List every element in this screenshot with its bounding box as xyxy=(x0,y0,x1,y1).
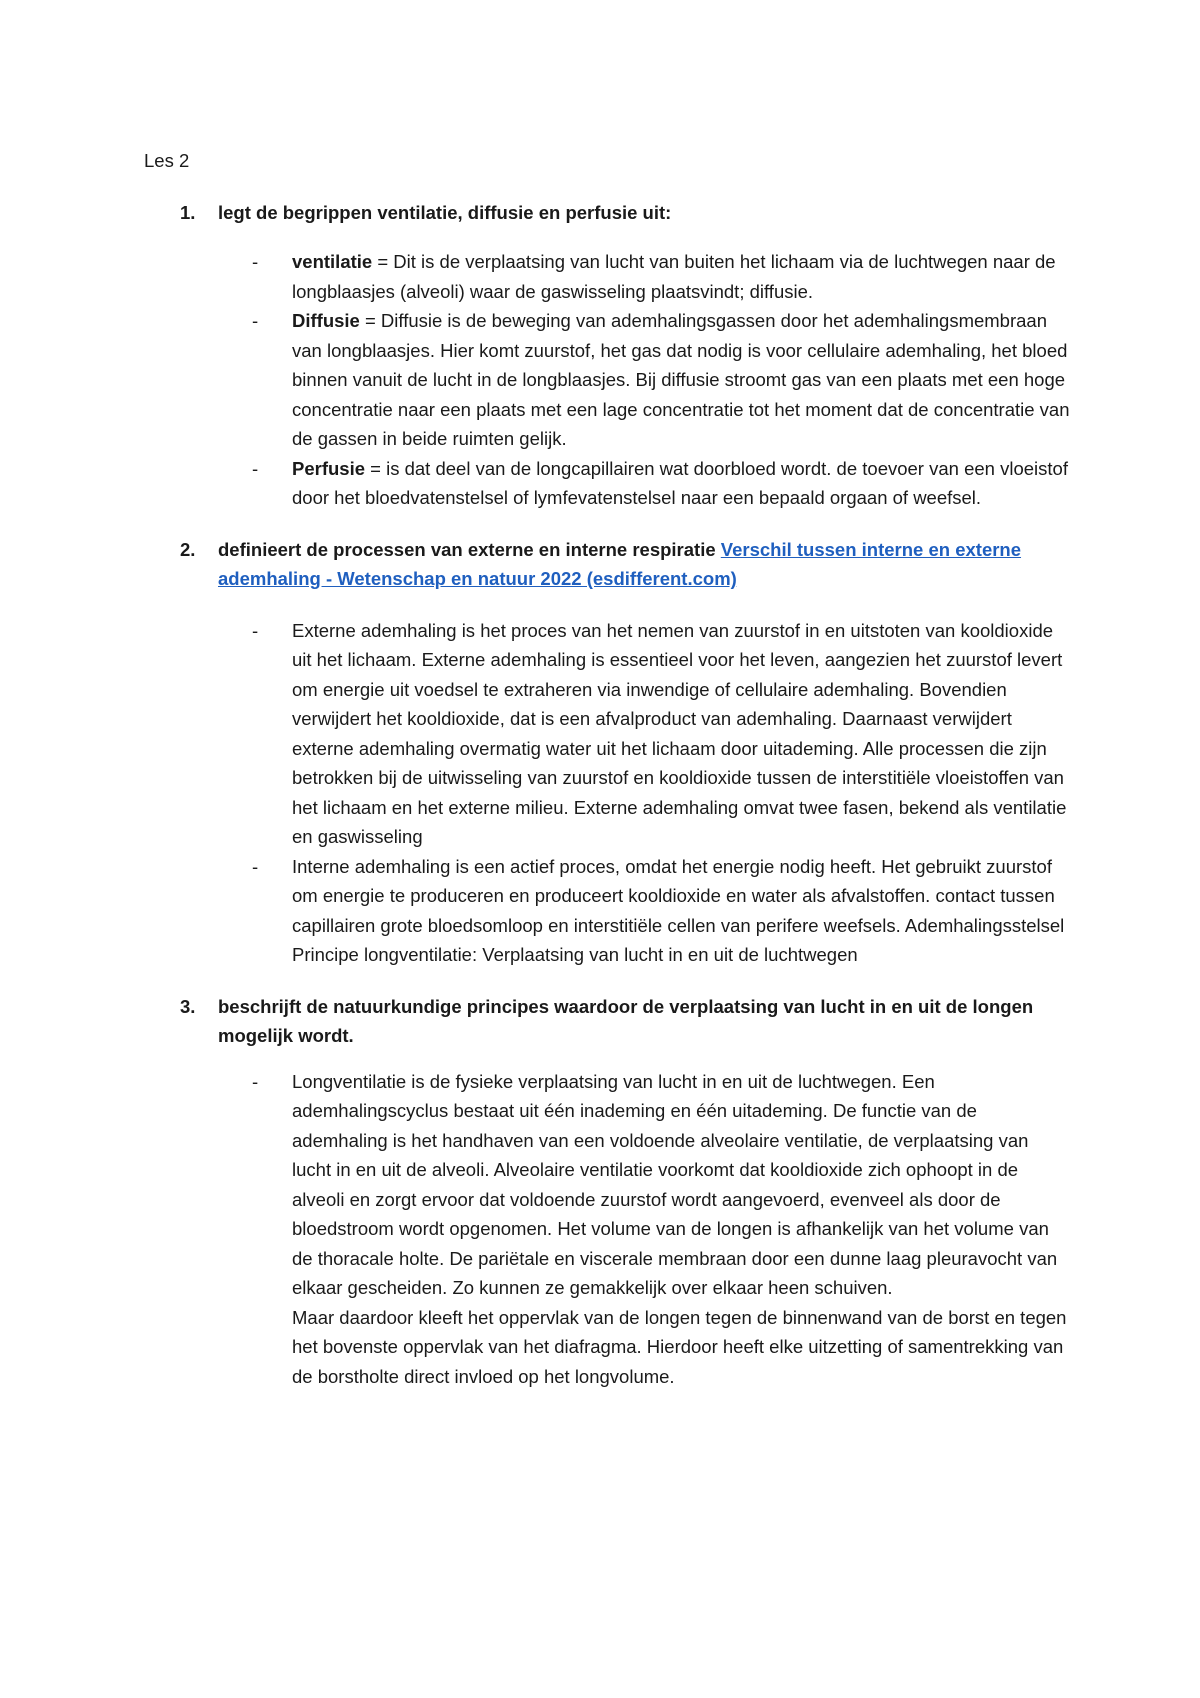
paragraph-text: Externe ademhaling is het proces van het nemen van zuurstof in en uitstoten van kooldioxide uit het lichaam. Externe ademhaling is essentieel voor het leven, aangezien het zuurstof levert om energie uit voedsel te extraheren via inwendige of cellulaire ademhaling. Bovendien verwijdert het kooldioxide, dat is een afvalproduct van ademhaling. Daarnaast verwijdert externe ademhaling overmatig water uit het lichaam door uitademing. Alle processen die zijn betrokken bij de uitwisseling van zuurstof en kooldioxide tussen de interstitiële vloeistoffen van het lichaam en het externe milieu. Externe ademhaling omvat twee fasen, bekend als ventilatie en gaswisseling xyxy=(292,619,1067,847)
list-item xyxy=(144,454,1070,513)
definition-text: = Dit is de verplaatsing van lucht van buiten het lichaam via de luchtwegen naar de longblaasjes (alveoli) waar de gaswisseling plaatsvindt; diffusie. xyxy=(292,251,1056,302)
paragraph-text: Longventilatie is de fysieke verplaatsing van lucht in en uit de luchtwegen. Een ademhalingscyclus bestaat uit één inademing en één uitademing. De functie van de ademhaling is het handhaven van een voldoende alveolaire ventilatie, de verplaatsing van lucht in en uit de alveoli. Alveolaire ventilatie voorkomt dat kooldioxide zich ophoopt in de alveoli en zorgt ervoor dat voldoende zuurstof wordt aangevoerd, evenveel als door de bloedstroom wordt opgenomen. Het volume van de longen is afhankelijk van het volume van de thoracale holte. De pariëtale en viscerale membraan door een dunne laag pleuravocht van elkaar gescheiden. Zo kunnen ze gemakkelijk over elkaar heen schuiven. xyxy=(292,1070,1058,1298)
question-number: 3. xyxy=(180,995,196,1017)
list-item xyxy=(144,306,1070,454)
question-2 xyxy=(144,535,1070,970)
question-text: beschrijft de natuurkundige principes waardoor de verplaatsing van lucht in en uit de longen mogelijk wordt. xyxy=(218,995,1034,1046)
bullet-dash: - xyxy=(252,619,259,641)
question-heading xyxy=(144,535,1070,594)
bullet-dash: - xyxy=(252,251,259,272)
question-3 xyxy=(144,992,1070,1392)
bullet-dash: - xyxy=(252,855,259,877)
paragraph-text-continued: Maar daardoor kleeft het oppervlak van de longen tegen de binnenwand van de borst en tegen het bovenste oppervlak van het diafragma. Hierdoor heeft elke uitzetting of samentrekking van de borstholte direct invloed op het longvolume. xyxy=(292,1306,1067,1387)
question-text: definieert de processen van externe en interne respiratie xyxy=(218,538,721,560)
term-diffusie: Diffusie xyxy=(292,310,360,331)
definition-text: = is dat deel van de longcapillairen wat doorbloed wordt. de toevoer van een vloeistof door het bloedvatenstelsel of lymfevatenstelsel naar een bepaald orgaan of weefsel. xyxy=(292,457,1068,508)
question-heading xyxy=(144,198,1070,228)
term-perfusie: Perfusie xyxy=(292,457,366,479)
paragraph-text: Interne ademhaling is een actief proces, omdat het energie nodig heeft. Het gebruikt zuurstof om energie te produceren en produceert kooldioxide en water als afvalstoffen. contact tussen capillairen grote bloedsomloop en interstitiële cellen van perifere weefsels. Ademhalingsstelsel Principe longventilatie: Verplaatsing van lucht in en uit de luchtwegen xyxy=(292,855,1065,965)
question-1 xyxy=(144,198,1070,513)
bullet-list xyxy=(144,247,1070,513)
bullet-dash: - xyxy=(252,1070,259,1092)
question-heading xyxy=(144,992,1070,1051)
question-text: legt de begrippen ventilatie, diffusie en perfusie uit: xyxy=(218,201,672,223)
bullet-dash: - xyxy=(252,310,259,331)
list-item xyxy=(144,247,1070,306)
question-number: 2. xyxy=(180,538,196,560)
question-number: 1. xyxy=(180,201,196,223)
bullet-list xyxy=(144,616,1070,970)
term-ventilatie: ventilatie xyxy=(292,251,373,272)
list-item xyxy=(144,616,1070,852)
list-item xyxy=(144,1067,1070,1392)
document-title: Les 2 xyxy=(144,150,190,171)
list-item xyxy=(144,852,1070,970)
source-link[interactable]: Verschil tussen interne en externe ademhaling - Wetenschap en natuur 2022 (esdifferent.com) xyxy=(218,538,1022,589)
bullet-dash: - xyxy=(252,457,259,479)
bullet-list xyxy=(144,1067,1070,1392)
definition-text: = Diffusie is de beweging van ademhalingsgassen door het ademhalingsmembraan van longblaasjes. Hier komt zuurstof, het gas dat nodig is voor cellulaire ademhaling, het bloed binnen vanuit de lucht in de longblaasjes. Bij diffusie stroomt gas van een plaats met een hoge concentratie naar een plaats met een lage concentratie tot het moment dat de concentratie van de gassen in beide ruimten gelijk. xyxy=(292,310,1070,449)
